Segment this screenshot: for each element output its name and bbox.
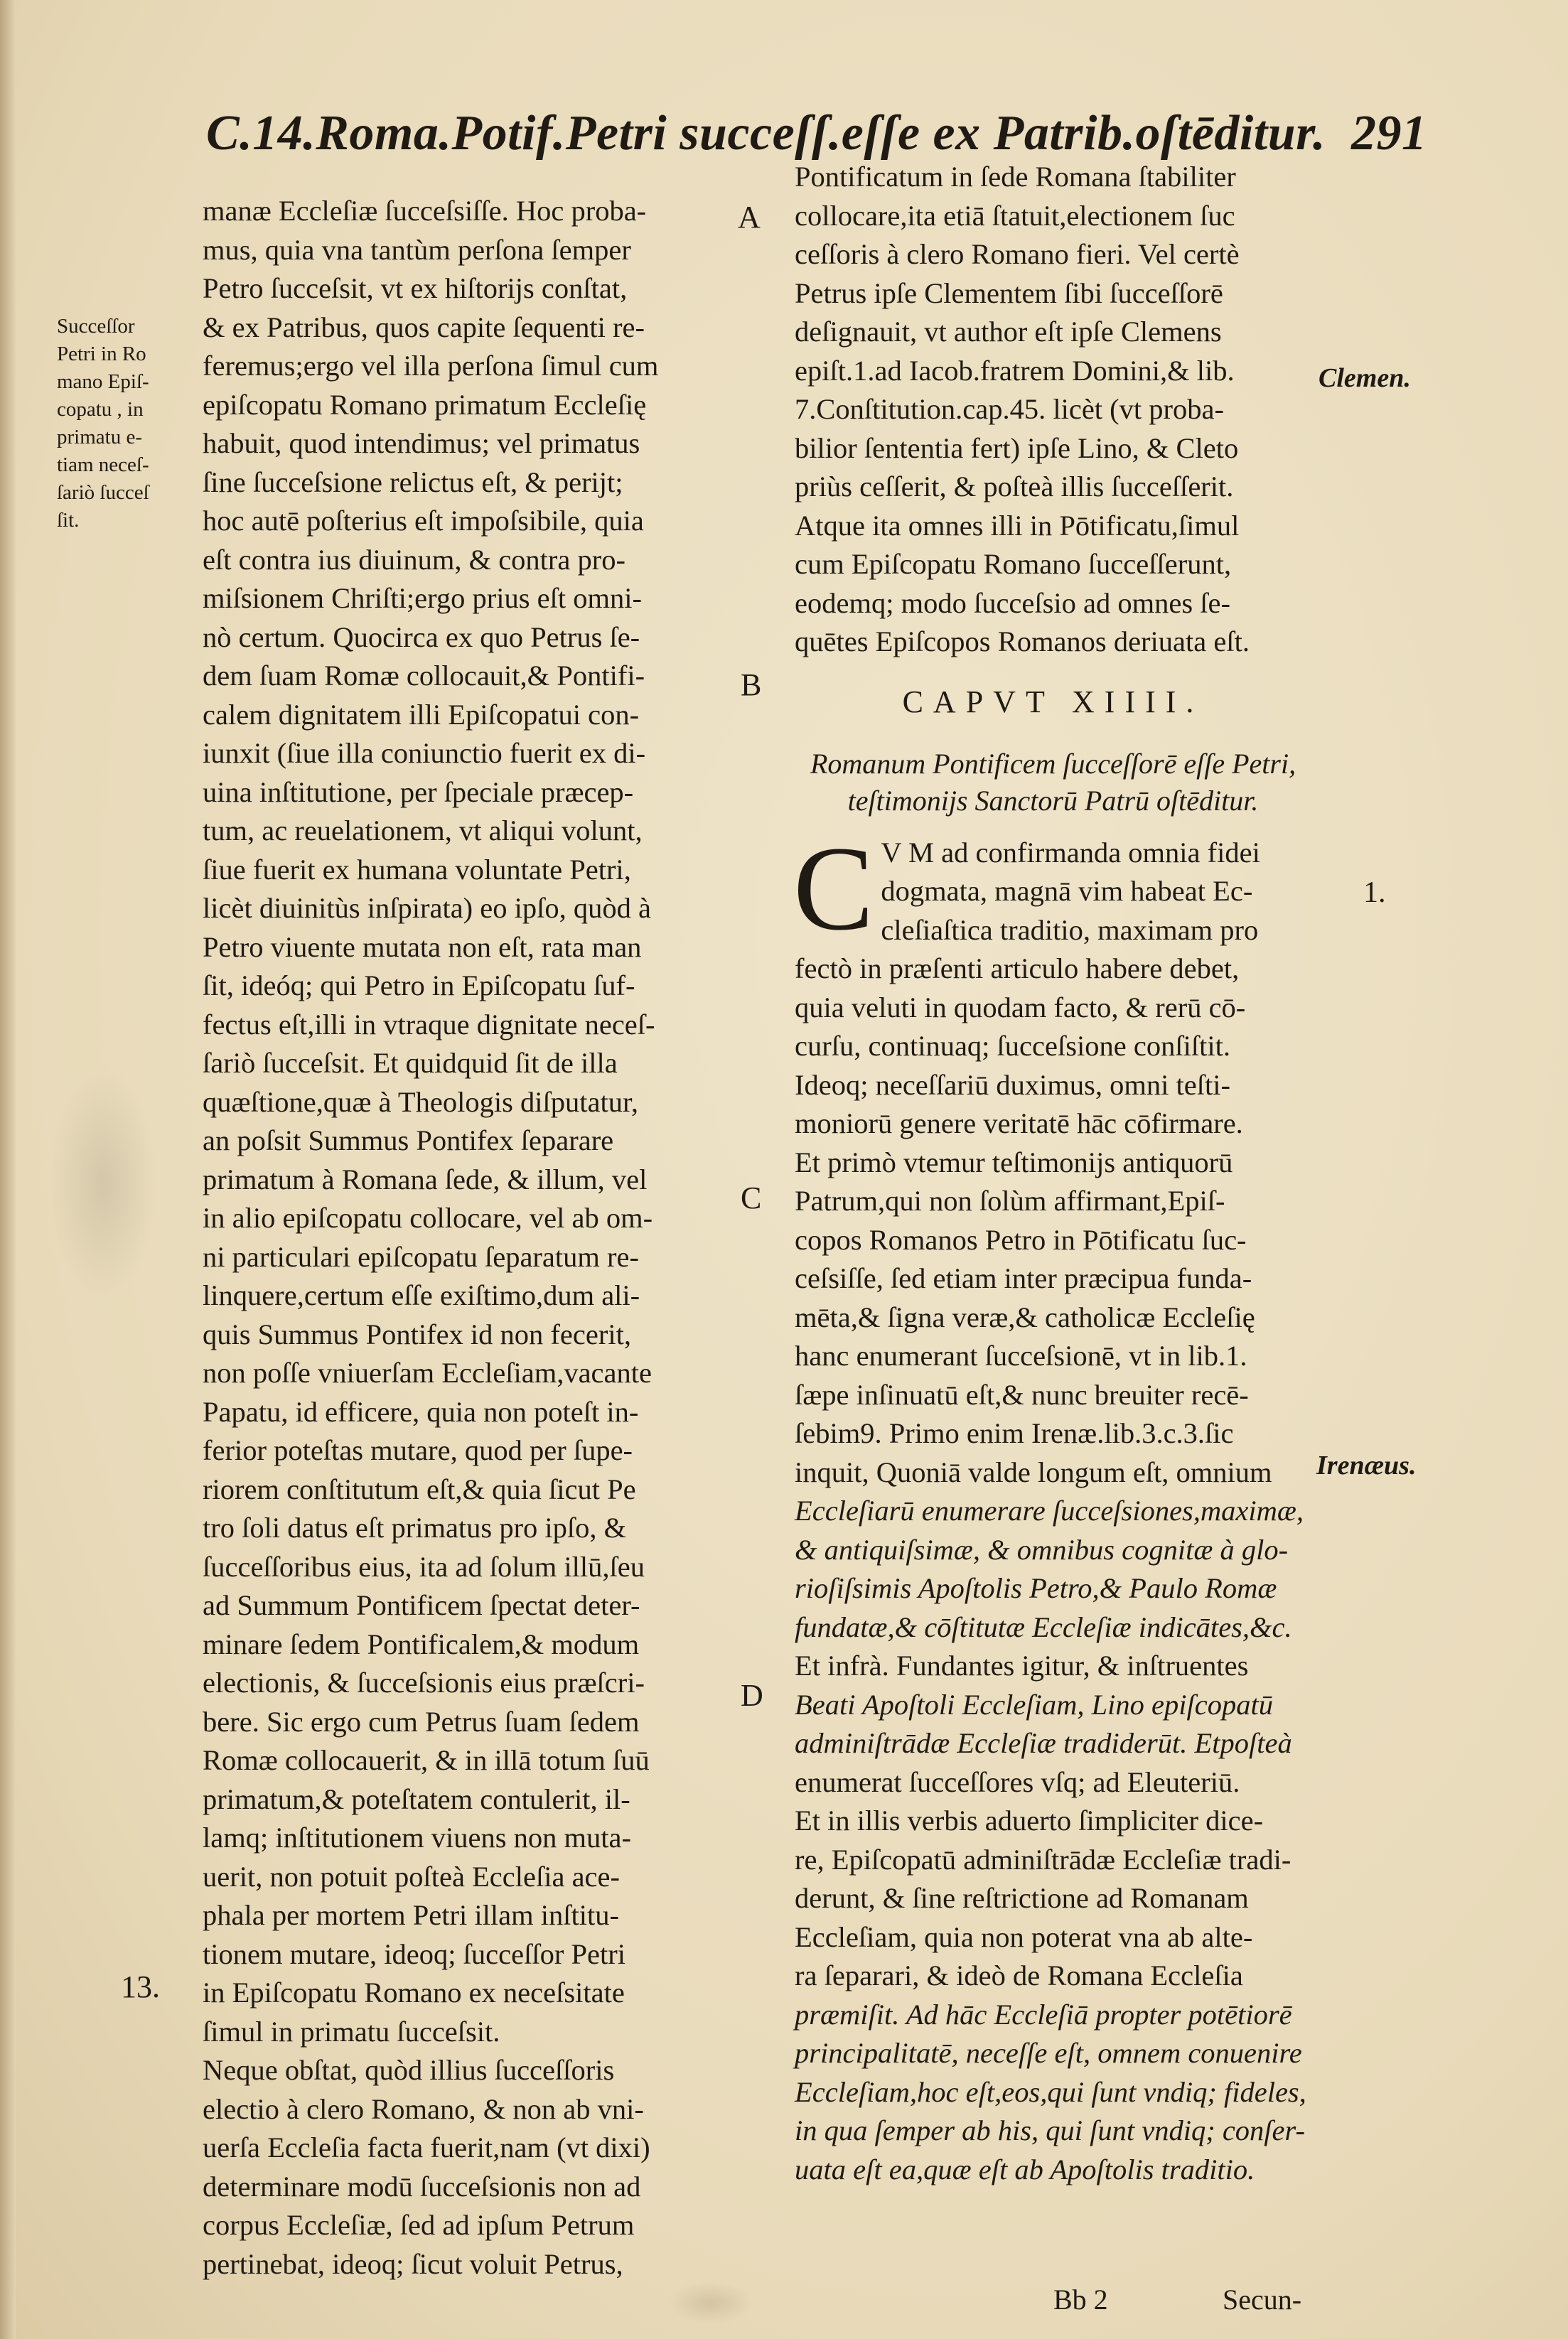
text-line: miſsionem Chriſti;ergo prius eſt omni- — [203, 582, 642, 614]
section-letter-c: C — [741, 1181, 762, 1215]
text-line: inquit, Quoniā valde longum eſt, omnium — [795, 1456, 1272, 1488]
margin-note-line: Petri in Ro — [57, 343, 146, 365]
text-line: electionis, & ſucceſsionis eius præſcri- — [203, 1667, 645, 1699]
margin-note-line: primatu e- — [57, 426, 142, 448]
text-line: & antiquiſsimæ, & omnibus cognitæ à glo- — [795, 1533, 1289, 1566]
text-line: bilior ſententia fert) ipſe Lino, & Cleto — [795, 431, 1239, 464]
text-line: ceſſoris à clero Romano fieri. Vel certè — [795, 238, 1240, 270]
text-line: Eccleſiam,hoc eſt,eos,qui ſunt vndiq; fideles, — [795, 2075, 1306, 2108]
text-line: Et infrà. Fundantes igitur, & inſtruentes — [795, 1650, 1249, 1682]
text-line: & ex Patribus, quos capite ſequenti re- — [203, 311, 645, 343]
text-line: V M ad confirmanda omnia fidei — [881, 836, 1260, 869]
drop-cap: C — [793, 821, 874, 955]
text-line: in Epiſcopatu Romano ex neceſsitate — [203, 1977, 625, 2009]
text-line: cleſiaſtica traditio, maximam pro — [881, 913, 1259, 946]
text-line: Eccleſiarū enumerare ſucceſsiones,maximæ, — [795, 1495, 1304, 1527]
right-column-body — [795, 911, 1311, 2190]
text-line: Petrus ipſe Clementem ſibi ſucceſſorē — [795, 276, 1223, 309]
left-column-text — [203, 192, 732, 2284]
text-line: quæſtione,quæ à Theologis diſputatur, — [203, 1085, 638, 1118]
text-line: phala per mortem Petri illam inſtitu- — [203, 1899, 619, 1931]
text-line: deſignauit, vt author eſt ipſe Clemens — [795, 316, 1222, 348]
text-line: in alio epiſcopatu collocare, vel ab om- — [203, 1202, 653, 1234]
text-line: primatum,& poteſtatem contulerit, il- — [203, 1783, 630, 1815]
text-line: epiſt.1.ad Iacob.fratrem Domini,& lib. — [795, 354, 1235, 387]
text-line: riorem conſtitutum eſt,& quia ſicut Pe — [203, 1473, 636, 1505]
text-line: dem ſuam Romæ collocauit,& Pontifi- — [203, 660, 645, 692]
text-line: eodemq; modo ſucceſsio ad omnes ſe- — [795, 586, 1230, 619]
text-line: an poſsit Summus Pontifex ſeparare — [203, 1124, 614, 1156]
text-line: quētes Epiſcopos Romanos deriuata eſt. — [795, 625, 1250, 657]
running-title: C.14.Roma.Potif.Petri succeſſ.eſſe ex Patrib.oſtēditur. — [206, 106, 1326, 161]
text-line: ferior poteſtas mutare, quod per ſupe- — [203, 1434, 633, 1466]
catchword: Secun- — [1223, 2284, 1302, 2316]
text-line: iunxit (ſiue illa coniunctio fuerit ex di- — [203, 737, 646, 769]
text-line: Romæ collocauerit, & in illā totum ſuū — [203, 1744, 650, 1776]
text-line: uina inſtitutione, per ſpeciale præcep- — [203, 775, 634, 808]
text-line: hanc enumerant ſucceſsionē, vt in lib.1. — [795, 1340, 1247, 1372]
text-line: uerſa Eccleſia facta fuerit,nam (vt dixi) — [203, 2131, 650, 2163]
text-line: primatum à Romana ſede, & illum, vel — [203, 1163, 648, 1195]
paper-stain — [50, 1066, 156, 1301]
text-line: ſebim9. Primo enim Irenæ.lib.3.c.3.ſic — [795, 1417, 1234, 1449]
text-line: adminiſtrādæ Eccleſiæ tradiderūt. Etpoſteà — [795, 1727, 1292, 1759]
text-line: ceſsiſſe, ſed etiam inter præcipua funda- — [795, 1262, 1252, 1294]
text-line: dogmata, magnā vim habeat Ec- — [881, 875, 1253, 907]
text-line: principalitatē, neceſſe eſt, omnem conuenire — [795, 2037, 1302, 2069]
margin-note-line: mano Epiſ- — [57, 370, 149, 393]
text-line: pertinebat, ideoq; ſicut voluit Petrus, — [203, 2247, 623, 2280]
text-line: Eccleſiam, quia non poterat vna ab alte- — [795, 1920, 1253, 1953]
text-line: Pontificatum in ſede Romana ſtabiliter — [795, 161, 1236, 193]
text-line: Neque obſtat, quòd illius ſucceſſoris — [203, 2054, 615, 2086]
text-line: lamq; inſtitutionem viuens non muta- — [203, 1822, 631, 1854]
text-line: ni particulari epiſcopatu ſeparatum re- — [203, 1240, 639, 1273]
text-line: Papatu, id efficere, quia non poteſt in- — [203, 1395, 639, 1428]
text-line: electio à clero Romano, & non ab vni- — [203, 2092, 644, 2125]
text-line: ra ſeparari, & ideò de Romana Eccleſia — [795, 1959, 1243, 1991]
text-line: calem dignitatem illi Epiſcopatui con- — [203, 698, 640, 731]
margin-note-line: copatu , in — [57, 398, 144, 421]
text-line: non poſſe vniuerſam Eccleſiam,vacante — [203, 1357, 652, 1389]
text-line: manæ Eccleſiæ ſucceſsiſſe. Hoc proba- — [203, 195, 647, 227]
text-line: Petro viuente mutata non eſt, rata man — [203, 930, 642, 963]
text-line: tro ſoli datus eſt primatus pro ipſo, & — [203, 1512, 627, 1544]
text-line: hoc autē poſterius eſt impoſsibile, quia — [203, 505, 644, 537]
margin-note-irenaeus: Irenæus. — [1316, 1451, 1417, 1480]
chapter-subtitle — [795, 746, 1311, 819]
text-line: linquere,certum eſſe exiſtimo,dum ali- — [203, 1279, 640, 1311]
paragraph-number-13: 13. — [121, 1969, 160, 2004]
chapter-subtitle-line: Romanum Pontificem ſucceſſorē eſſe Petri, — [810, 747, 1296, 780]
text-line: licèt diuinitùs inſpirata) eo ipſo, quòd à — [203, 892, 651, 924]
right-column-text — [795, 158, 1311, 2189]
text-line: ſit, ideóq; qui Petro in Epiſcopatu ſuf- — [203, 969, 635, 1001]
text-line: fectus eſt,illi in vtraque dignitate neceſ- — [203, 1008, 655, 1041]
signature-mark: Bb 2 — [1053, 2284, 1108, 2316]
text-line: quia veluti in quodam facto, & rerū cō- — [795, 991, 1246, 1023]
text-line: 7.Conſtitution.cap.45. licèt (vt proba- — [795, 393, 1224, 425]
text-line: ſimul in primatu ſucceſsit. — [203, 2015, 500, 2048]
text-line: habuit, quod intendimus; vel primatus — [203, 427, 640, 459]
margin-note-clemens: Clemen. — [1319, 363, 1411, 393]
text-line: derunt, & ſine reſtrictione ad Romanam — [795, 1882, 1249, 1914]
text-line: mēta,& ſigna veræ,& catholicæ Eccleſię — [795, 1301, 1255, 1333]
text-line: tum, ac reuelationem, vt aliqui volunt, — [203, 814, 643, 846]
text-line: eſt contra ius diuinum, & contra pro- — [203, 543, 625, 576]
text-line: rioſiſsimis Apoſtolis Petro,& Paulo Romæ — [795, 1572, 1277, 1604]
text-line: ad Summum Pontificem ſpectat deter- — [203, 1589, 640, 1621]
text-line: ſariò ſucceſsit. Et quidquid ſit de illa — [203, 1047, 618, 1079]
text-line: Patrum,qui non ſolùm affirmant,Epiſ- — [795, 1185, 1225, 1217]
text-line: bere. Sic ergo cum Petrus ſuam ſedem — [203, 1705, 640, 1738]
text-line: uerit, non potuit poſteà Eccleſia ace- — [203, 1860, 620, 1893]
text-line: Ideoq; neceſſariū duximus, omni teſti- — [795, 1068, 1230, 1101]
text-line: in qua ſemper ab his, qui ſunt vndiq; conſer- — [795, 2114, 1305, 2146]
text-line: collocare,ita etiā ſtatuit,electionem ſuc — [795, 199, 1235, 232]
text-line: Petro ſucceſsit, vt ex hiſtorijs conſtat, — [203, 272, 628, 304]
text-line: Beati Apoſtoli Eccleſiam, Lino epiſcopatū — [795, 1688, 1274, 1721]
text-line: Et in illis verbis aduerto ſimpliciter dice- — [795, 1805, 1264, 1837]
page-number: 291 — [1351, 106, 1427, 161]
page-edge — [0, 0, 16, 2339]
text-line: quis Summus Pontifex id non fecerit, — [203, 1318, 631, 1350]
text-line: feremus;ergo vel illa perſona ſimul cum — [203, 350, 659, 382]
text-line: præmiſit. Ad hāc Eccleſiā propter potētiorē — [795, 1998, 1292, 2031]
text-line: uata eſt ea,quæ eſt ab Apoſtolis traditio. — [795, 2153, 1255, 2185]
chapter-title: CAPVT XIIII. — [902, 684, 1204, 719]
text-line: tionem mutare, ideoq; ſucceſſor Petri — [203, 1937, 625, 1970]
text-line: Atque ita omnes illi in Pōtificatu,ſimul — [795, 509, 1240, 542]
text-line: enumerat ſucceſſores vſq; ad Eleuteriū. — [795, 1765, 1240, 1798]
section-letter-d: D — [741, 1678, 763, 1713]
text-line: ſæpe inſinuatū eſt,& nunc breuiter recē- — [795, 1378, 1249, 1411]
section-letter-b: B — [741, 667, 762, 702]
text-line: nò certum. Quocirca ex quo Petrus ſe- — [203, 620, 640, 653]
text-line: fectò in præſenti articulo habere debet, — [795, 952, 1240, 984]
text-line: ſucceſſoribus eius, ita ad ſolum illū,ſeu — [203, 1550, 645, 1583]
text-line: epiſcopatu Romano primatum Eccleſię — [203, 388, 647, 421]
margin-note-line: ſit. — [57, 509, 80, 532]
text-line: minare ſedem Pontificalem,& modum — [203, 1628, 640, 1660]
text-line: curſu, continuaq; ſucceſsione conſiſtit. — [795, 1030, 1230, 1062]
text-line: ſiue fuerit ex humana voluntate Petri, — [203, 853, 631, 886]
margin-note-left — [57, 313, 199, 534]
text-line: determinare modū ſucceſsionis non ad — [203, 2170, 641, 2203]
text-line: cum Epiſcopatu Romano ſucceſſerunt, — [795, 548, 1232, 580]
text-line: moniorū genere veritatē hāc cōfirmare. — [795, 1107, 1243, 1139]
section-letter-a: A — [738, 200, 761, 235]
text-line: mus, quia vna tantùm perſona ſemper — [203, 233, 631, 266]
paper-stain — [668, 2281, 753, 2324]
text-line: priùs ceſſerit, & poſteà illis ſucceſſerit. — [795, 471, 1234, 502]
margin-note-line: tiam neceſ- — [57, 453, 149, 476]
text-line: re, Epiſcopatū adminiſtrādæ Eccleſiæ tradi- — [795, 1843, 1292, 1876]
text-line: Et primò vtemur teſtimonijs antiquorū — [795, 1146, 1233, 1178]
right-column-top — [795, 158, 1311, 662]
paragraph-number-1: 1. — [1363, 876, 1386, 909]
chapter-subtitle-line: teſtimonijs Sanctorū Patrū oſtēditur. — [847, 784, 1259, 817]
text-line: corpus Eccleſiæ, ſed ad ipſum Petrum — [203, 2209, 635, 2241]
chapter-opening — [793, 821, 1311, 2190]
margin-note-line: Succeſſor — [57, 315, 135, 338]
text-line: fundatæ,& cōſtitutæ Eccleſiæ indicātes,&c. — [795, 1611, 1292, 1643]
text-line: copos Romanos Petro in Pōtificatu ſuc- — [795, 1223, 1247, 1256]
text-line: ſine ſucceſsione relictus eſt, & perijt; — [203, 466, 623, 498]
margin-note-line: ſariò ſucceſ — [57, 481, 149, 504]
